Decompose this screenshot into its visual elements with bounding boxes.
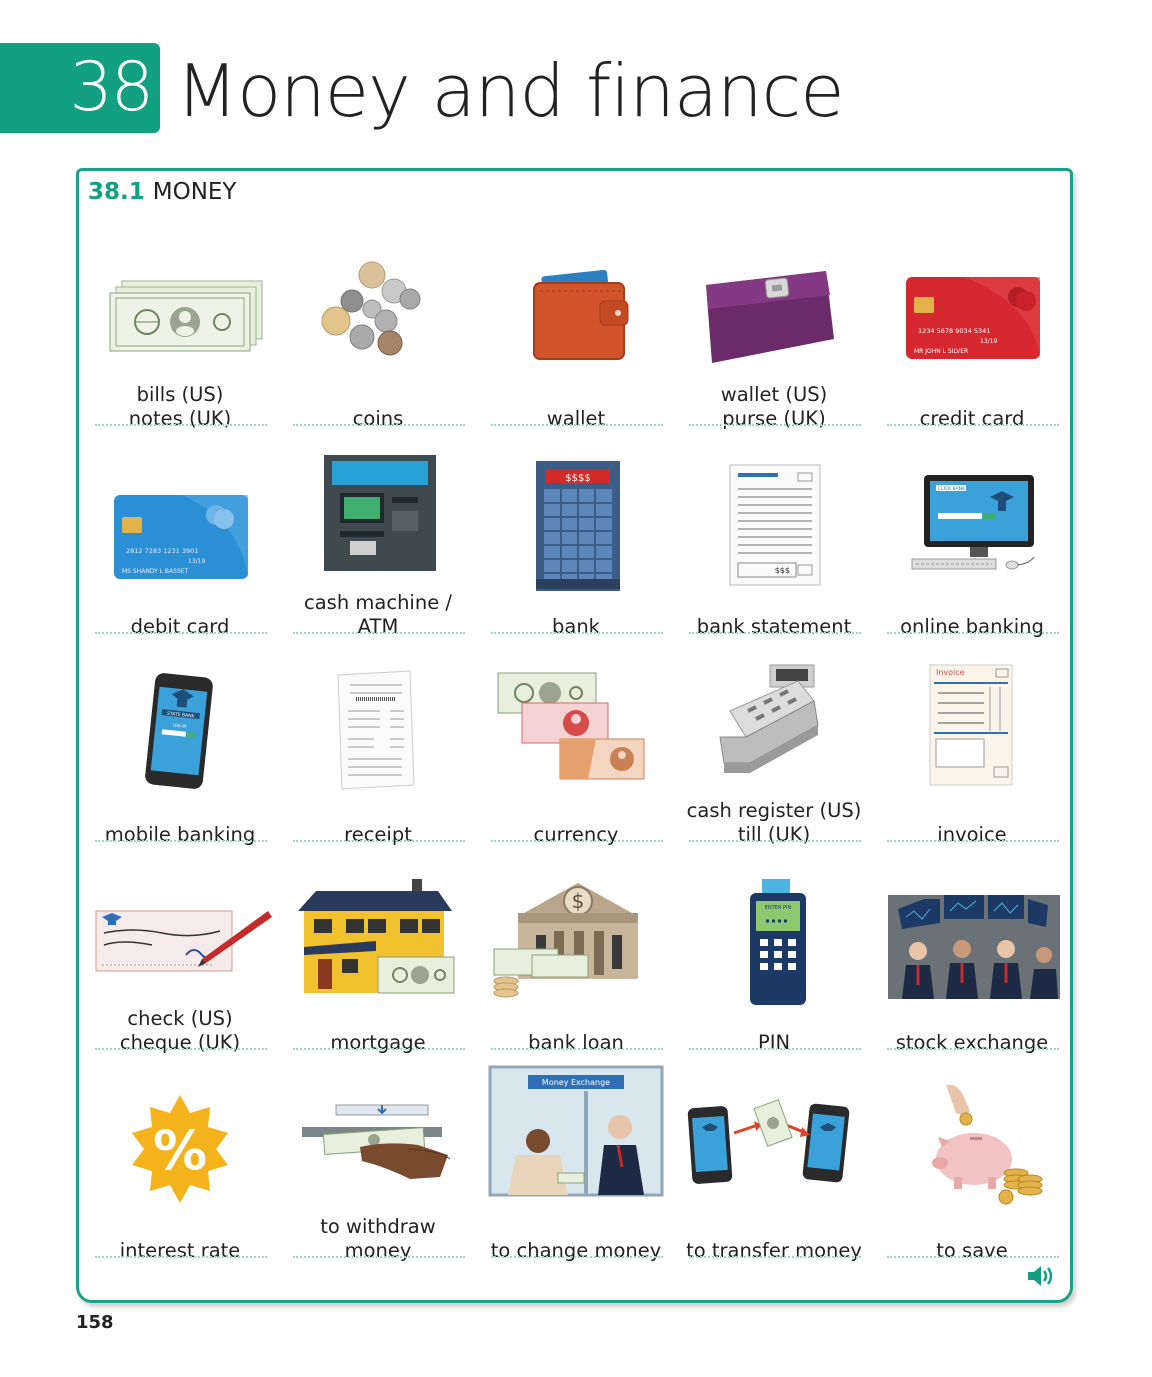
answer-line — [293, 840, 465, 842]
receipt-icon — [290, 681, 466, 791]
vocab-item-online-banking — [884, 445, 1060, 645]
answer-line — [95, 1256, 267, 1258]
answer-line — [887, 840, 1059, 842]
vocab-label: to change money — [490, 1239, 662, 1262]
vocab-item-withdraw — [290, 1069, 466, 1269]
vocab-item-cheque — [92, 861, 268, 1061]
vocab-item-credit-card — [884, 237, 1060, 437]
answer-line — [689, 632, 861, 634]
chapter-title: Money and finance — [176, 49, 844, 133]
answer-line — [491, 424, 663, 426]
bank-building-icon — [488, 473, 664, 583]
answer-line — [293, 1256, 465, 1258]
invoice-title-text: Invoice — [936, 668, 965, 677]
svg-text:%: % — [152, 1119, 208, 1182]
vocab-item-interest-rate — [92, 1069, 268, 1269]
vocab-label: bank loan — [528, 1031, 624, 1054]
vocab-label: coins — [352, 407, 404, 430]
credit-card-icon — [884, 265, 1060, 375]
vocab-item-wallet — [488, 237, 664, 437]
piggy-bank-icon — [884, 1097, 1060, 1207]
answer-line — [95, 1048, 267, 1050]
vocab-label: bank statement — [696, 615, 852, 638]
answer-line — [689, 840, 861, 842]
bank-sign-text: $$$$ — [565, 473, 591, 484]
vocab-label: cash register (US) till (UK) — [686, 799, 862, 846]
vocab-label: stock exchange — [895, 1031, 1049, 1054]
chapter-number: 38 — [69, 48, 152, 127]
vocab-label: debit card — [130, 615, 230, 638]
vocab-item-stock-exchange — [884, 861, 1060, 1061]
coins-icon — [290, 265, 466, 375]
vocab-item-bank-loan — [488, 861, 664, 1061]
chapter-number-box — [0, 43, 160, 133]
vocab-label: currency — [533, 823, 619, 846]
card-name-text: MS SHANDY L BASSET — [122, 568, 189, 575]
phone-bank-text: STATE BANK — [166, 711, 195, 720]
vocab-item-change-money — [488, 1069, 664, 1269]
answer-line — [491, 1048, 663, 1050]
card-number-text: 1234 5678 9034 5341 — [918, 327, 991, 335]
vocab-item-mobile-banking — [92, 653, 268, 853]
atm-icon — [290, 473, 466, 583]
bank-loan-icon — [488, 889, 664, 999]
section-title: MONEY — [152, 179, 237, 205]
answer-line — [491, 1256, 663, 1258]
money-exchange-icon — [488, 1078, 664, 1207]
vocab-label: to save — [936, 1239, 1008, 1262]
computer-icon — [884, 473, 1060, 583]
vocab-label: cash machine / ATM — [304, 591, 452, 638]
vocab-label: mobile banking — [104, 823, 256, 846]
answer-line — [689, 1048, 861, 1050]
vocab-item-purse — [686, 237, 862, 437]
screen-title-text: CLICK BANK — [938, 487, 965, 492]
answer-line — [491, 632, 663, 634]
answer-line — [887, 1256, 1059, 1258]
vocab-item-transfer-money — [686, 1069, 862, 1269]
vocab-item-cash-register — [686, 653, 862, 853]
card-reader-icon — [686, 889, 862, 999]
vocab-item-bank-statement — [686, 445, 862, 645]
vocab-item-invoice — [884, 653, 1060, 853]
svg-text:$: $ — [571, 889, 585, 913]
vocab-item-currency — [488, 653, 664, 853]
house-icon — [290, 889, 466, 999]
answer-line — [689, 424, 861, 426]
vocab-label: wallet — [546, 407, 606, 430]
bank-statement-icon — [686, 473, 862, 583]
vocab-label: to withdraw money — [320, 1215, 436, 1262]
purse-icon — [686, 265, 862, 375]
currency-icon — [488, 681, 664, 791]
answer-line — [491, 840, 663, 842]
answer-line — [689, 1256, 861, 1258]
answer-line — [95, 840, 267, 842]
withdraw-icon — [290, 1097, 466, 1207]
transfer-icon — [686, 1097, 862, 1207]
vocab-item-receipt — [290, 653, 466, 853]
answer-line — [887, 424, 1059, 426]
vocab-item-debit-card — [92, 445, 268, 645]
answer-line — [95, 632, 267, 634]
cheque-icon — [92, 889, 268, 999]
vocab-label: interest rate — [119, 1239, 241, 1262]
section-heading — [88, 179, 236, 205]
page-number: 158 — [76, 1312, 114, 1333]
exchange-sign-text: Money Exchange — [541, 1078, 611, 1087]
vocab-label: invoice — [937, 823, 1007, 846]
vocab-label: to transfer money — [686, 1239, 862, 1262]
vocab-item-atm — [290, 445, 466, 645]
card-expiry-text: 13/19 — [188, 558, 206, 565]
card-name-text: MR JOHN L SILVER — [914, 348, 969, 355]
vocab-label: online banking — [900, 615, 1044, 638]
answer-line — [293, 632, 465, 634]
vocab-label: credit card — [919, 407, 1025, 430]
stock-exchange-icon — [884, 889, 1060, 999]
wallet-icon — [488, 265, 664, 375]
statement-total-text: $$$ — [774, 566, 790, 575]
pin-screen-text: ENTER PIN — [764, 905, 792, 911]
vocab-item-bank — [488, 445, 664, 645]
answer-line — [293, 424, 465, 426]
answer-line — [95, 424, 267, 426]
section-number: 38.1 — [88, 179, 145, 205]
vocab-label: bank — [552, 615, 600, 638]
phone-login-text: LOG IN — [172, 722, 187, 729]
vocab-item-coins — [290, 237, 466, 437]
answer-line — [887, 632, 1059, 634]
vocab-item-pin — [686, 861, 862, 1061]
vocab-label: PIN — [757, 1031, 791, 1054]
card-number-text: 2812 7283 1231 3901 — [126, 547, 199, 555]
smartphone-icon — [92, 681, 268, 791]
answer-line — [887, 1048, 1059, 1050]
vocab-item-mortgage — [290, 861, 466, 1061]
vocab-label: wallet (US) purse (UK) — [720, 383, 828, 430]
vocab-label: check (US) cheque (UK) — [119, 1007, 241, 1054]
money-section-panel — [76, 168, 1073, 1303]
card-expiry-text: 13/19 — [980, 338, 998, 345]
vocab-item-save — [884, 1069, 1060, 1269]
debit-card-icon — [92, 473, 268, 583]
vocab-label: bills (US) notes (UK) — [128, 383, 232, 430]
vocab-label: receipt — [344, 823, 412, 846]
answer-line — [293, 1048, 465, 1050]
banknotes-icon — [92, 265, 268, 375]
audio-speaker-icon[interactable] — [1026, 1264, 1056, 1288]
vocab-label: mortgage — [330, 1031, 426, 1054]
percent-icon — [92, 1097, 268, 1207]
cash-register-icon — [686, 681, 862, 791]
vocab-item-bills — [92, 237, 268, 437]
invoice-icon — [884, 668, 1060, 791]
